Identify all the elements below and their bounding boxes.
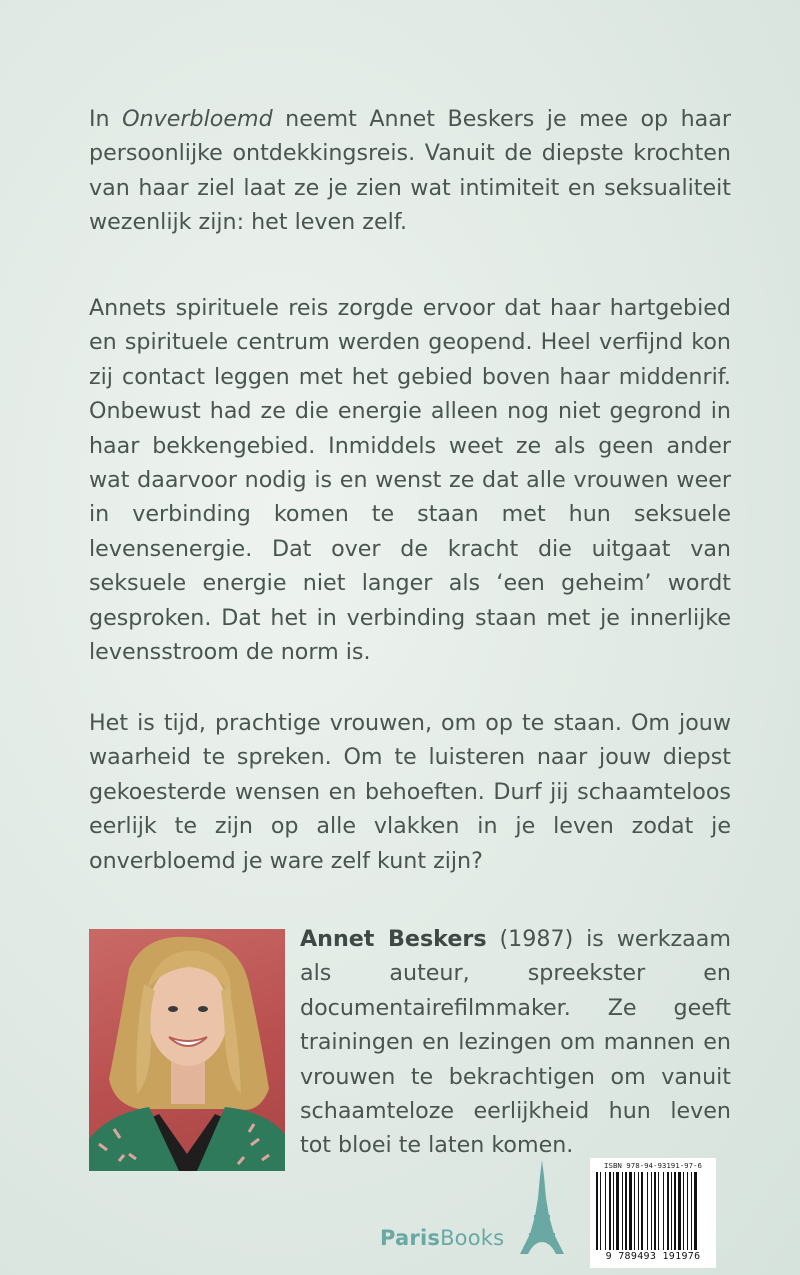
paragraph-3: Het is tijd, prachtige vrouwen, om op te staan. Om jouw waarheid te spreken. Om te luisteren naar jouw diepst gekoesterde wensen en behoeften. Durf jij schaamteloos eerlijk te zijn op alle vlakken in je leven zodat je onverbloemd je ware zelf kunt zijn? — [89, 710, 731, 874]
publisher-name-part2: Books — [440, 1226, 505, 1250]
publisher-logo — [380, 1226, 504, 1250]
author-bio — [300, 922, 731, 1163]
eiffel-tower-icon — [512, 1158, 572, 1258]
isbn-barcode — [590, 1158, 716, 1268]
barcode-bars — [596, 1172, 710, 1252]
paragraph-2: Annets spirituele reis zorgde ervoor dat haar hartgebied en spirituele centrum werden geopend. Heel verfijnd kon zij contact leggen met het gebied boven haar middenrif. Onbewust had ze die energie alleen nog niet gegrond in haar bekkengebied. Inmiddels weet ze als geen ander wat daarvoor nodig is en wenst ze dat alle vrouwen weer in verbinding komen te staan met hun seksuele levensenergie. Dat over de kracht die uitgaat van seksuele energie niet langer als ‘een geheim’ wordt gesproken. Dat het in verbinding staan met je innerlijke levensstroom de norm is. — [89, 295, 731, 666]
publisher-name-part1: Paris — [380, 1226, 441, 1250]
author-photo — [89, 929, 285, 1171]
intro-paragraph — [89, 102, 731, 240]
author-bio-text: (1987) is werkzaam als auteur, spreekster en documentairefilmmaker. Ze geeft trainingen en lezingen om mannen en vrouwen te bekrachtigen om vanuit schaamteloze eerlijkheid hun leven tot bloei te laten komen. — [300, 926, 731, 1159]
intro-text: neemt Annet Beskers je mee op haar persoonlijke ontdekkingsreis. Vanuit de diepste krochten van haar ziel laat ze je zien wat intimiteit en seksualiteit wezenlijk zijn: het leven zelf. — [89, 106, 731, 236]
author-name: Annet Beskers — [300, 926, 487, 952]
intro-prefix: In — [89, 106, 123, 132]
isbn-label: ISBN 978-94-93191-97-6 — [604, 1161, 702, 1170]
barcode-digits: 9 789493 191976 — [605, 1251, 701, 1262]
book-title: Onverbloemd — [122, 106, 273, 132]
